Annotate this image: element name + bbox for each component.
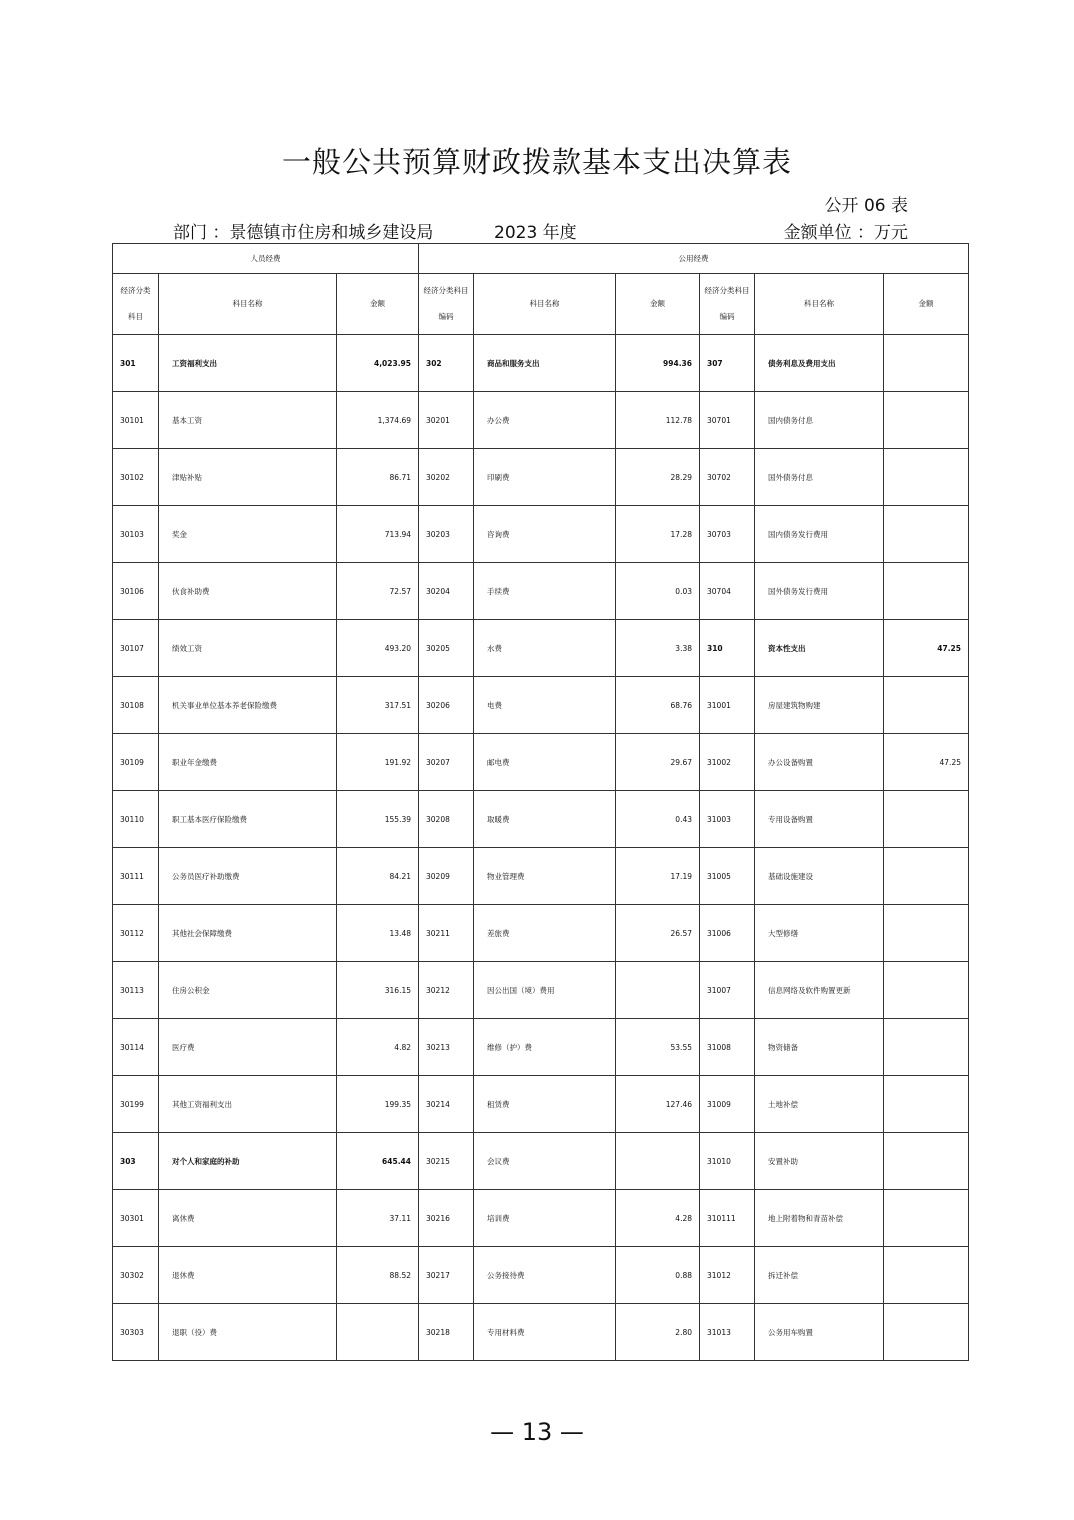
group-header-personnel: 人员经费 (113, 244, 419, 274)
name-cell: 大型修缮 (755, 905, 884, 962)
table-row (113, 848, 969, 905)
amount-cell (884, 1190, 969, 1247)
name-cell: 国内债务付息 (755, 392, 884, 449)
amount-cell: 316.15 (337, 962, 419, 1019)
table-row (113, 1304, 969, 1361)
name-cell: 房屋建筑物购建 (755, 677, 884, 734)
amount-cell: 0.88 (616, 1247, 700, 1304)
amount-cell: 17.19 (616, 848, 700, 905)
name-cell: 水费 (474, 620, 616, 677)
name-cell: 因公出国（境）费用 (474, 962, 616, 1019)
year-label: 2023 年度 (494, 223, 577, 243)
name-cell: 商品和服务支出 (474, 335, 616, 392)
code-cell: 30301 (113, 1190, 159, 1247)
table-row (113, 1247, 969, 1304)
code-cell: 30303 (113, 1304, 159, 1361)
header-name: 科目名称 (474, 274, 616, 335)
code-cell: 30113 (113, 962, 159, 1019)
code-cell: 31005 (700, 848, 755, 905)
name-cell: 土地补偿 (755, 1076, 884, 1133)
amount-cell: 127.46 (616, 1076, 700, 1133)
table-row (113, 791, 969, 848)
name-cell: 安置补助 (755, 1133, 884, 1190)
amount-cell: 155.39 (337, 791, 419, 848)
name-cell: 培训费 (474, 1190, 616, 1247)
code-cell: 310 (700, 620, 755, 677)
table-row (113, 1076, 969, 1133)
code-cell: 303 (113, 1133, 159, 1190)
name-cell: 办公设备购置 (755, 734, 884, 791)
table-row (113, 1019, 969, 1076)
amount-cell: 68.76 (616, 677, 700, 734)
code-cell: 30101 (113, 392, 159, 449)
amount-cell: 88.52 (337, 1247, 419, 1304)
name-cell: 债务利息及费用支出 (755, 335, 884, 392)
code-cell: 30114 (113, 1019, 159, 1076)
table-row (113, 1133, 969, 1190)
amount-cell: 191.92 (337, 734, 419, 791)
code-cell: 30208 (419, 791, 474, 848)
amount-cell: 4.82 (337, 1019, 419, 1076)
code-cell: 30204 (419, 563, 474, 620)
amount-cell: 0.43 (616, 791, 700, 848)
department-label: 部门 ：景德镇市住房和城乡建设局 (173, 223, 434, 243)
meta-line (0, 218, 1074, 242)
table-row (113, 962, 969, 1019)
name-cell: 基本工资 (159, 392, 337, 449)
code-cell: 307 (700, 335, 755, 392)
code-cell: 30111 (113, 848, 159, 905)
name-cell: 退职（役）费 (159, 1304, 337, 1361)
amount-cell: 3.38 (616, 620, 700, 677)
name-cell: 专用设备购置 (755, 791, 884, 848)
code-cell: 30110 (113, 791, 159, 848)
amount-cell: 493.20 (337, 620, 419, 677)
header-code: 经济分类科目 (113, 274, 159, 335)
code-cell: 30203 (419, 506, 474, 563)
header-code: 经济分类科目编码 (419, 274, 474, 335)
form-number: 公开 06 表 (824, 196, 908, 216)
header-amount: 金额 (884, 274, 969, 335)
name-cell: 伙食补助费 (159, 563, 337, 620)
table-row (113, 1190, 969, 1247)
amount-cell: 4,023.95 (337, 335, 419, 392)
name-cell: 维修（护）费 (474, 1019, 616, 1076)
code-cell: 31012 (700, 1247, 755, 1304)
amount-cell (616, 1133, 700, 1190)
amount-cell: 713.94 (337, 506, 419, 563)
amount-cell (884, 962, 969, 1019)
code-cell: 30703 (700, 506, 755, 563)
amount-cell (884, 1076, 969, 1133)
name-cell: 其他工资福利支出 (159, 1076, 337, 1133)
code-cell: 31006 (700, 905, 755, 962)
amount-cell: 86.71 (337, 449, 419, 506)
amount-cell (884, 1304, 969, 1361)
code-cell: 30109 (113, 734, 159, 791)
code-cell: 301 (113, 335, 159, 392)
header-amount: 金额 (337, 274, 419, 335)
amount-cell: 1,374.69 (337, 392, 419, 449)
name-cell: 离休费 (159, 1190, 337, 1247)
code-cell: 30199 (113, 1076, 159, 1133)
amount-cell (884, 848, 969, 905)
code-cell: 31007 (700, 962, 755, 1019)
amount-cell: 112.78 (616, 392, 700, 449)
table-row (113, 335, 969, 392)
code-cell: 31010 (700, 1133, 755, 1190)
name-cell: 物业管理费 (474, 848, 616, 905)
header-name: 科目名称 (159, 274, 337, 335)
amount-cell: 4.28 (616, 1190, 700, 1247)
name-cell: 咨询费 (474, 506, 616, 563)
amount-cell (337, 1304, 419, 1361)
code-cell: 30213 (419, 1019, 474, 1076)
code-cell: 31002 (700, 734, 755, 791)
name-cell: 医疗费 (159, 1019, 337, 1076)
name-cell: 其他社会保障缴费 (159, 905, 337, 962)
code-cell: 30214 (419, 1076, 474, 1133)
name-cell: 国外债务付息 (755, 449, 884, 506)
name-cell: 国内债务发行费用 (755, 506, 884, 563)
name-cell: 工资福利支出 (159, 335, 337, 392)
table-row (113, 392, 969, 449)
code-cell: 31009 (700, 1076, 755, 1133)
amount-cell: 994.36 (616, 335, 700, 392)
code-cell: 30205 (419, 620, 474, 677)
name-cell: 对个人和家庭的补助 (159, 1133, 337, 1190)
table-row (113, 734, 969, 791)
amount-cell: 645.44 (337, 1133, 419, 1190)
name-cell: 物资储备 (755, 1019, 884, 1076)
unit-label: 金额单位 ：万元 (783, 223, 908, 243)
amount-cell: 29.67 (616, 734, 700, 791)
amount-cell: 317.51 (337, 677, 419, 734)
code-cell: 30102 (113, 449, 159, 506)
name-cell: 邮电费 (474, 734, 616, 791)
name-cell: 住房公积金 (159, 962, 337, 1019)
name-cell: 电费 (474, 677, 616, 734)
code-cell: 302 (419, 335, 474, 392)
code-cell: 30202 (419, 449, 474, 506)
name-cell: 公务接待费 (474, 1247, 616, 1304)
amount-cell: 72.57 (337, 563, 419, 620)
name-cell: 奖金 (159, 506, 337, 563)
page-number: — 13 — (490, 1418, 584, 1446)
code-cell: 30106 (113, 563, 159, 620)
name-cell: 机关事业单位基本养老保险缴费 (159, 677, 337, 734)
code-cell: 30206 (419, 677, 474, 734)
name-cell: 资本性支出 (755, 620, 884, 677)
amount-cell (884, 1019, 969, 1076)
amount-cell (884, 449, 969, 506)
amount-cell: 84.21 (337, 848, 419, 905)
name-cell: 手续费 (474, 563, 616, 620)
amount-cell (884, 677, 969, 734)
header-code: 经济分类科目编码 (700, 274, 755, 335)
table-row (113, 449, 969, 506)
amount-cell (884, 335, 969, 392)
code-cell: 31003 (700, 791, 755, 848)
amount-cell (616, 962, 700, 1019)
amount-cell: 37.11 (337, 1190, 419, 1247)
code-cell: 31008 (700, 1019, 755, 1076)
code-cell: 30302 (113, 1247, 159, 1304)
name-cell: 差旅费 (474, 905, 616, 962)
code-cell: 30211 (419, 905, 474, 962)
code-cell: 30207 (419, 734, 474, 791)
amount-cell: 26.57 (616, 905, 700, 962)
amount-cell: 199.35 (337, 1076, 419, 1133)
amount-cell (884, 1133, 969, 1190)
code-cell: 30218 (419, 1304, 474, 1361)
name-cell: 基础设施建设 (755, 848, 884, 905)
header-name: 科目名称 (755, 274, 884, 335)
name-cell: 退休费 (159, 1247, 337, 1304)
code-cell: 30209 (419, 848, 474, 905)
expenditure-table (112, 243, 969, 1361)
name-cell: 取暖费 (474, 791, 616, 848)
code-cell: 30201 (419, 392, 474, 449)
name-cell: 办公费 (474, 392, 616, 449)
name-cell: 职业年金缴费 (159, 734, 337, 791)
name-cell: 公务员医疗补助缴费 (159, 848, 337, 905)
table-row (113, 506, 969, 563)
amount-cell: 13.48 (337, 905, 419, 962)
name-cell: 职工基本医疗保险缴费 (159, 791, 337, 848)
code-cell: 31001 (700, 677, 755, 734)
amount-cell (884, 392, 969, 449)
code-cell: 31013 (700, 1304, 755, 1361)
amount-cell (884, 791, 969, 848)
amount-cell: 47.25 (884, 620, 969, 677)
code-cell: 30704 (700, 563, 755, 620)
name-cell: 租赁费 (474, 1076, 616, 1133)
amount-cell (884, 506, 969, 563)
code-cell: 310111 (700, 1190, 755, 1247)
code-cell: 30212 (419, 962, 474, 1019)
header-amount: 金额 (616, 274, 700, 335)
name-cell: 公务用车购置 (755, 1304, 884, 1361)
code-cell: 30108 (113, 677, 159, 734)
amount-cell: 2.80 (616, 1304, 700, 1361)
code-cell: 30702 (700, 449, 755, 506)
table-row (113, 620, 969, 677)
group-header-public: 公用经费 (419, 244, 969, 274)
name-cell: 拆迁补偿 (755, 1247, 884, 1304)
amount-cell: 47.25 (884, 734, 969, 791)
name-cell: 绩效工资 (159, 620, 337, 677)
amount-cell: 17.28 (616, 506, 700, 563)
amount-cell (884, 563, 969, 620)
code-cell: 30701 (700, 392, 755, 449)
name-cell: 国外债务发行费用 (755, 563, 884, 620)
name-cell: 信息网络及软件购置更新 (755, 962, 884, 1019)
name-cell: 专用材料费 (474, 1304, 616, 1361)
name-cell: 地上附着物和青苗补偿 (755, 1190, 884, 1247)
name-cell: 津贴补贴 (159, 449, 337, 506)
code-cell: 30217 (419, 1247, 474, 1304)
amount-cell: 53.55 (616, 1019, 700, 1076)
code-cell: 30216 (419, 1190, 474, 1247)
table-row (113, 905, 969, 962)
amount-cell (884, 1247, 969, 1304)
amount-cell (884, 905, 969, 962)
code-cell: 30103 (113, 506, 159, 563)
amount-cell: 0.03 (616, 563, 700, 620)
amount-cell: 28.29 (616, 449, 700, 506)
name-cell: 会议费 (474, 1133, 616, 1190)
code-cell: 30215 (419, 1133, 474, 1190)
page-title: 一般公共预算财政拨款基本支出决算表 (281, 145, 792, 179)
name-cell: 印刷费 (474, 449, 616, 506)
code-cell: 30107 (113, 620, 159, 677)
table-row (113, 677, 969, 734)
table-row (113, 563, 969, 620)
code-cell: 30112 (113, 905, 159, 962)
